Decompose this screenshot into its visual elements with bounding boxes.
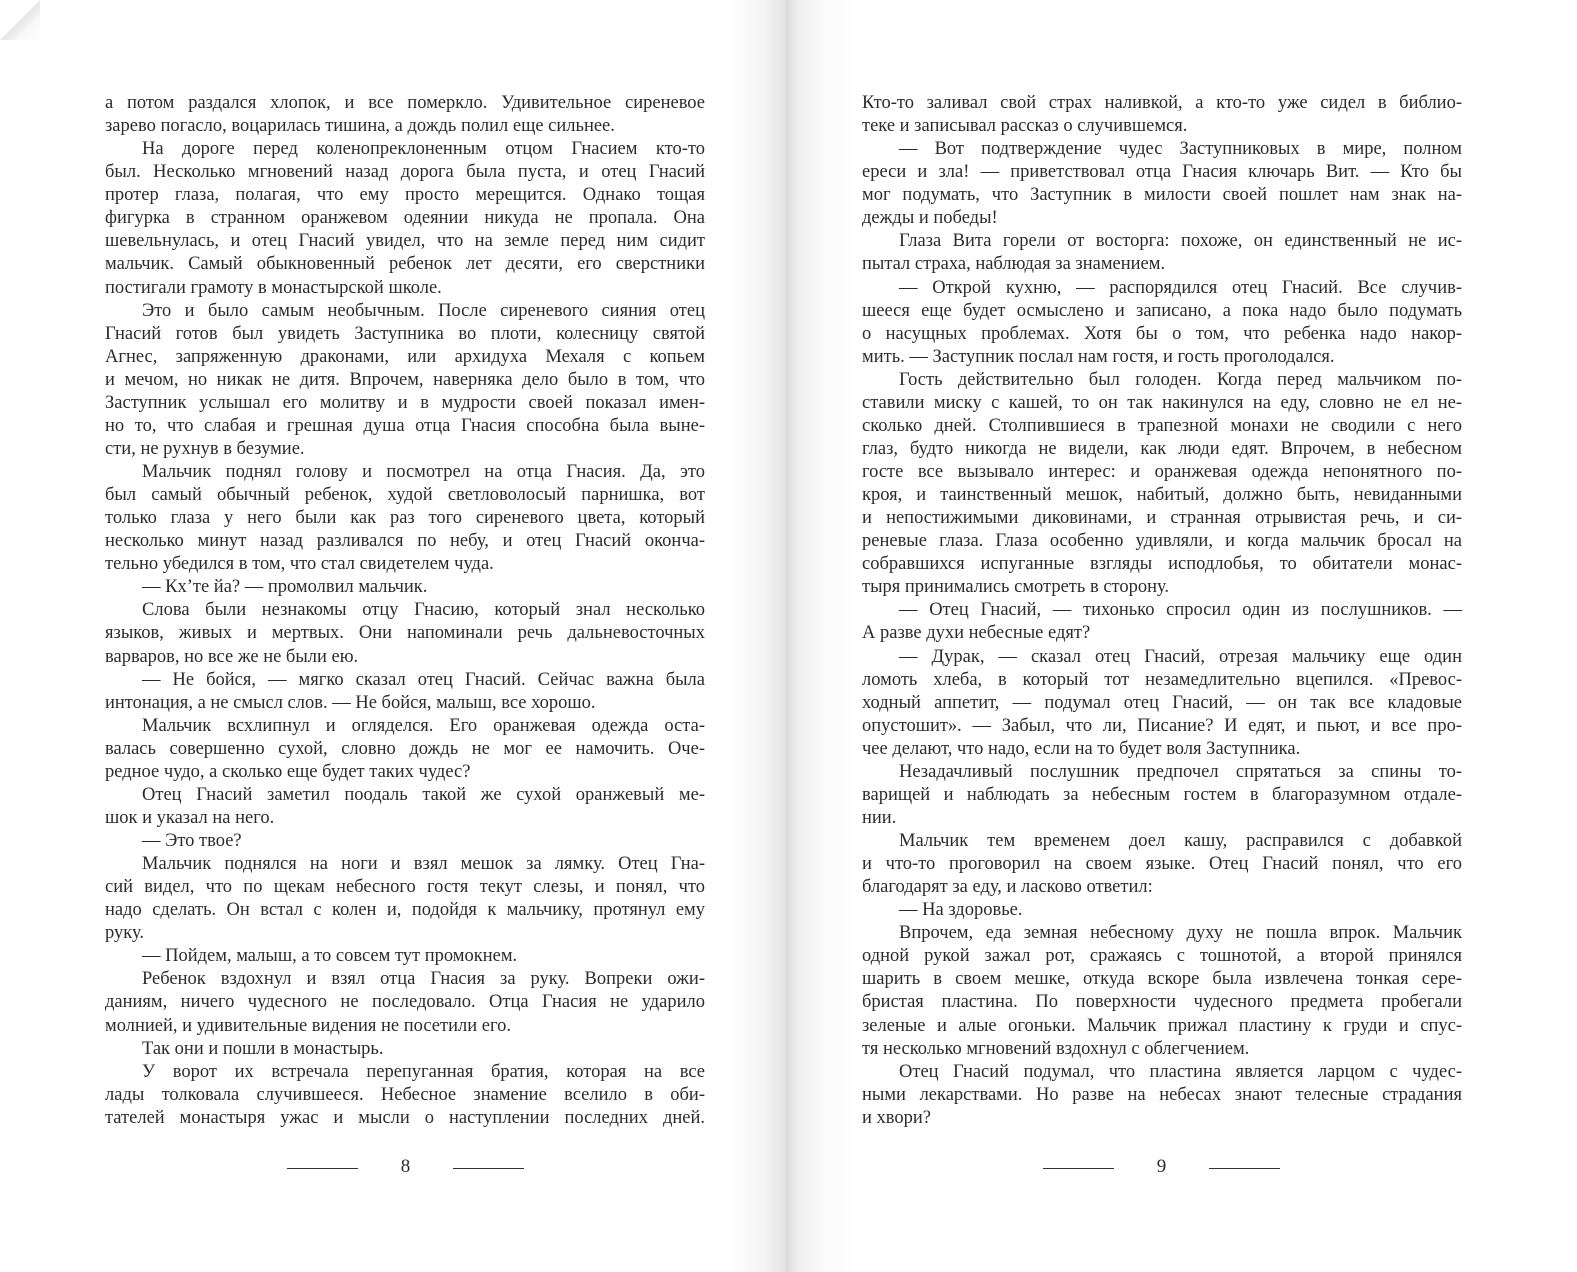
paragraph [862, 369, 1462, 600]
text-line: мить. — Заступник послал нам гостя, и гость проголодался. [862, 346, 1335, 367]
text-line: а потом раздался хлопок, и все померкло. Удивительное сиреневое [105, 93, 705, 113]
text-line: — Отец Гнасий, — тихонько спросил один из послушников. — [899, 600, 1462, 621]
text-line: Мальчик поднял голову и посмотрел на отца Гнасия. Да, это [142, 462, 705, 482]
text-line: зарево погасло, воцарилась тишина, а дождь полил еще сильнее. [105, 116, 615, 137]
page-number-footer [287, 1156, 527, 1180]
text-line: тельно убедился в том, что стал свидетелем чуда. [105, 554, 494, 575]
text-line: одной рукой зажал рот, сражаясь с тошнотой, а второй принялся [862, 946, 1462, 967]
text-line: бристая пластина. По поверхности чудесного предмета пробегали [862, 992, 1462, 1013]
page-text [862, 92, 1462, 1130]
text-line: — Кх’те йа? — промолвил мальчик. [142, 577, 428, 598]
text-line: ереси и зла! — приветствовал отца Гнасия ключарь Вит. — Кто бы [862, 162, 1462, 183]
text-line: А разве духи небесные едят? [862, 623, 1091, 644]
text-line: но то, что слабая и грешная душа отца Гнасия способна была выне- [105, 415, 705, 436]
paragraph [105, 669, 705, 715]
text-line: даниям, ничего чудесного не последовало. Отца Гнасия не ударило [105, 992, 705, 1013]
folio-rule-right [1209, 1168, 1280, 1169]
text-line: варваров, но все же не были ею. [105, 646, 359, 667]
paragraph [105, 599, 705, 668]
text-line: и что-то проговорил на своем языке. Отец Гнасий понял, что его [862, 854, 1462, 875]
text-line: Глаза Вита горели от восторга: похоже, он единственный не ис- [899, 231, 1462, 252]
text-line: нии. [862, 807, 897, 828]
paragraph [105, 853, 705, 945]
text-line: и хвори? [862, 1107, 931, 1128]
text-line: Заступник услышал его молитву и в мудрости своей показал имен- [105, 392, 705, 413]
page-number-footer [1043, 1156, 1283, 1180]
text-line: глаз, будто никогда не видели, как люди едят. Впрочем, в небесном [862, 438, 1462, 459]
text-line: опустошит». — Забыл, что ли, Писание? И едят, и пьют, и все про- [862, 715, 1462, 736]
paragraph [862, 277, 1462, 369]
text-line: был. Несколько мгновений назад дорога была пуста, и отец Гнасий [105, 162, 705, 183]
text-line: шок и указал на него. [105, 807, 275, 828]
paragraph [105, 92, 705, 138]
text-line: был самый обычный ребенок, худой светловолосый парнишка, вот [105, 485, 705, 506]
text-line: ставили миску с кашей, то он так накинулся на еду, словно не ел не- [862, 392, 1462, 413]
paragraph [105, 715, 705, 784]
text-line: благодарят за еду, и ласково ответил: [862, 877, 1153, 898]
text-line: — Дурак, — сказал отец Гнасий, отрезая мальчику еще один [899, 646, 1462, 667]
paragraph [105, 1038, 705, 1061]
left-page [0, 0, 786, 1272]
text-line: редное чудо, а сколько еще будет таких чудес? [105, 761, 471, 782]
text-line: — Не бойся, — мягко сказал отец Гнасий. Сейчас важна была [142, 669, 705, 690]
text-line: Впрочем, еда земная небесному духу не пошла впрок. Мальчик [899, 923, 1462, 944]
text-line: сти, не рухнув в безумие. [105, 438, 305, 459]
page-curl-corner[interactable] [0, 0, 40, 40]
page-number: 8 [400, 1156, 411, 1177]
text-line: молнией, и удивительные видения не посетили его. [105, 1015, 511, 1036]
text-line: собравшихся испуганные взгляды исподлобья, то обитатели монас- [862, 554, 1462, 575]
text-line: и мечом, но никак не дитя. Впрочем, наверняка дело было в том, что [105, 369, 705, 390]
text-line: Мальчик всхлипнул и огляделся. Его оранжевая одежда оста- [142, 715, 705, 736]
text-line: Мальчик тем временем доел кашу, расправился с добавкой [899, 831, 1462, 851]
paragraph [105, 968, 705, 1037]
text-line: Незадачливый послушник предпочел спрятаться за спины то- [899, 761, 1462, 782]
text-line: На дороге перед коленопреклоненным отцом Гнасием кто-то [142, 139, 705, 160]
paragraph [105, 784, 705, 830]
text-line: Ребенок вздохнул и взял отца Гнасия за руку. Вопреки ожи- [142, 969, 705, 990]
text-line: Это и было самым необычным. После сиреневого сияния отец [142, 300, 705, 321]
text-line: о насущных проблемах. Хотя бы о том, что ребенка надо накор- [862, 323, 1462, 344]
paragraph [105, 576, 705, 599]
paragraph [862, 922, 1462, 1060]
text-line: тя несколько мгновений вздохнул с облегчением. [862, 1038, 1250, 1059]
text-line: госте все вызывало интерес: и оранжевая одежда непонятного по- [862, 462, 1462, 482]
paragraph [105, 461, 705, 576]
text-line: ломоть хлеба, в который тот незамедлительно вцепился. «Превос- [862, 669, 1462, 690]
text-line: Отец Гнасий подумал, что пластина является ларцом с чудес- [899, 1061, 1462, 1082]
paragraph [862, 138, 1462, 230]
text-line: фигурка в странном оранжевом одеянии никуда не пропала. Она [105, 208, 705, 229]
text-line: тателей монастыря ужас и мысли о наступлении последних дней. [105, 1107, 705, 1128]
paragraph [862, 92, 1462, 138]
folio-rule-right [453, 1168, 524, 1169]
text-line: чее делают, что надо, если на то будет воля Заступника. [862, 738, 1301, 759]
text-line: протер глаза, полагая, что ему просто мерещится. Однако тощая [105, 185, 705, 206]
text-line: кроя, и таинственный мешок, набитый, должно быть, невиданными [862, 485, 1462, 506]
text-line: языков, живых и мертвых. Они напоминали речь дальневосточных [105, 623, 705, 644]
text-line: — Вот подтверждение чудес Заступниковых в мире, полном [899, 139, 1462, 160]
paragraph [862, 899, 1462, 922]
text-line: шевельнулась, и отец Гнасий увидел, что на земле перед ним сидит [105, 231, 705, 252]
text-line: мальчик. Самый обыкновенный ребенок лет десяти, его сверстники [105, 254, 705, 275]
text-line: и непостижимыми диковинами, и странная отрывистая речь, и си- [862, 508, 1462, 529]
text-line: — Это твое? [142, 831, 242, 851]
right-page [786, 0, 1577, 1272]
text-line: несколько минут назад разливался по небу, и отец Гнасий оконча- [105, 531, 705, 552]
text-line: пытал страха, наблюдая за знамением. [862, 254, 1166, 275]
text-line: ходный аппетит, — подумал отец Гнасий, — он так все кладовые [862, 692, 1462, 713]
text-line: Гнасий готов был увидеть Заступника во плоти, колесницу святой [105, 323, 705, 344]
text-line: Кто-то заливал свой страх наливкой, а кто-то уже сидел в библио- [862, 93, 1462, 113]
text-line: только глаза у него были как раз того сиреневого цвета, который [105, 508, 705, 529]
text-line: сий видел, что по щекам небесного гостя текут слезы, и понял, что [105, 877, 705, 898]
paragraph [105, 830, 705, 853]
text-line: Агнес, запряженную драконами, или архидуха Мехаля с копьем [105, 346, 705, 367]
text-line: шарить в своем мешке, откуда вскоре была извлечена тонкая сере- [862, 969, 1462, 990]
text-line: ными лекарствами. Но разве на небесах знают телесные страдания [862, 1084, 1462, 1105]
text-line: Отец Гнасий заметил поодаль такой же сухой оранжевый ме- [142, 784, 705, 805]
text-line: мог подумать, что Заступник в милости своей пошлет нам знак на- [862, 185, 1462, 206]
text-line: надо сделать. Он встал с колен и, подойдя к мальчику, протянул ему [105, 900, 705, 921]
paragraph [862, 1061, 1462, 1130]
text-line: шееся еще будет осмыслено и записано, а пока надо было подумать [862, 300, 1462, 321]
page-text [105, 92, 705, 1130]
text-line: — Пойдем, малыш, а то совсем тут промокнем. [142, 946, 518, 967]
text-line: интонация, а не смысл слов. — Не бойся, малыш, все хорошо. [105, 692, 596, 713]
text-line: Слова были незнакомы отцу Гнасию, который знал несколько [142, 600, 705, 621]
page-number: 9 [1156, 1156, 1167, 1177]
text-line: зеленые и алые огоньки. Мальчик прижал пластину к груди и спус- [862, 1015, 1462, 1036]
paragraph [862, 761, 1462, 830]
paragraph [862, 230, 1462, 276]
text-line: реневые глаза. Глаза особенно удивляли, и когда мальчик бросал на [862, 531, 1462, 552]
paragraph [862, 646, 1462, 761]
text-line: варищей и наблюдать за небесным гостем в благоразумном отдале- [862, 784, 1462, 805]
paragraph [862, 599, 1462, 645]
text-line: — На здоровье. [899, 900, 1023, 921]
text-line: тыря принимались смотреть в сторону. [862, 577, 1170, 598]
text-line: валась совершенно сухой, словно дождь не мог ее намочить. Оче- [105, 738, 705, 759]
text-line: лады толковала случившееся. Небесное знамение вселило в оби- [105, 1084, 705, 1105]
text-line: Мальчик поднялся на ноги и взял мешок за лямку. Отец Гна- [142, 854, 705, 875]
text-line: Гость действительно был голоден. Когда перед мальчиком по- [899, 369, 1462, 390]
text-line: У ворот их встречала перепуганная братия, которая на все [142, 1061, 705, 1082]
text-line: руку. [105, 923, 145, 944]
text-line: дежды и победы! [862, 208, 998, 229]
paragraph [105, 945, 705, 968]
text-line: теке и записывал рассказ о случившемся. [862, 116, 1188, 137]
paragraph [862, 830, 1462, 899]
text-line: Так они и пошли в монастырь. [142, 1038, 384, 1059]
text-line: сколько дней. Столпившиеся в трапезной монахи не сводили с него [862, 415, 1462, 436]
paragraph [105, 1061, 705, 1130]
text-line: постигали грамоту в монастырской школе. [105, 277, 442, 298]
paragraph [105, 300, 705, 461]
text-line: — Открой кухню, — распорядился отец Гнасий. Все случив- [899, 277, 1462, 298]
paragraph [105, 138, 705, 299]
